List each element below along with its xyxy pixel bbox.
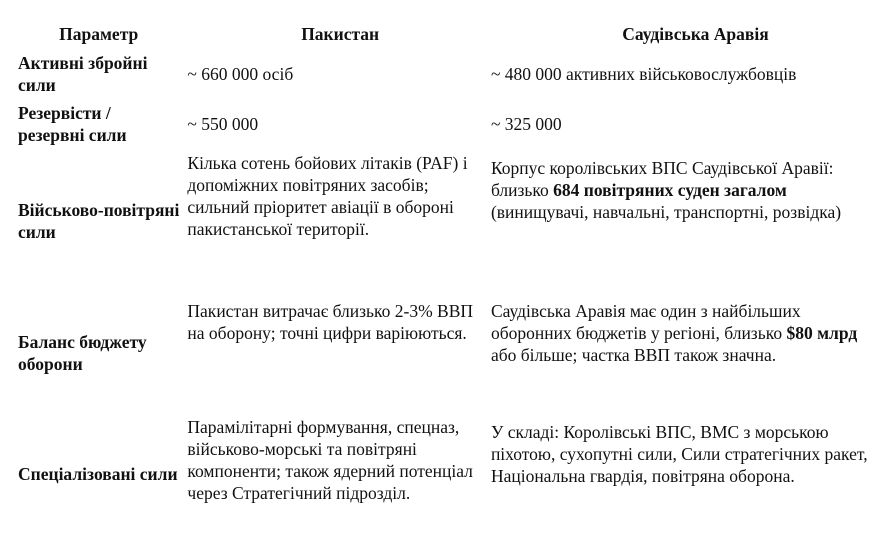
row-parameter: Баланс бюджету оборони bbox=[18, 331, 147, 374]
saudi-text-part: або більше; частка ВВП також значна. bbox=[490, 345, 777, 365]
row-parameter: Активні збройні сили bbox=[18, 53, 148, 95]
header-pakistan: Пакистан bbox=[301, 24, 380, 44]
table-row bbox=[14, 413, 874, 534]
header-saudi: Саудівська Аравія bbox=[622, 24, 769, 44]
row-pakistan-value: ~ 660 000 осіб bbox=[187, 64, 294, 84]
row-saudi-value bbox=[481, 149, 874, 292]
row-pakistan-value: Парамілітарні формування, спецназ, військово-морські та повітряні компоненти; також ядерний потенціал через Стратегічний підрозділ. bbox=[187, 417, 473, 503]
table-row bbox=[14, 99, 874, 149]
header-parameter: Параметр bbox=[59, 24, 139, 44]
row-pakistan-value: Пакистан витрачає близько 2-3% ВВП на оборону; точні цифри варіюються. bbox=[187, 301, 474, 343]
saudi-bold-text: $80 млрд bbox=[786, 323, 858, 343]
saudi-text-part: (винищувачі, навчальні, транспортні, розвідка) bbox=[490, 202, 842, 222]
header-row bbox=[14, 22, 874, 49]
saudi-text-part: Корпус королівських ВПС Саудівської Аравії: близько bbox=[490, 158, 834, 200]
row-pakistan-value: Кілька сотень бойових літаків (PAF) і допоміжних повітряних засобів; сильний пріоритет авіації в обороні пакистанської території. bbox=[187, 153, 468, 239]
row-parameter: Резервісти / резервні сили bbox=[18, 103, 127, 145]
row-saudi-value: ~ 325 000 bbox=[490, 114, 562, 134]
saudi-text-part: Саудівська Аравія має один з найбільших оборонних бюджетів у регіоні, близько bbox=[490, 301, 801, 343]
row-saudi-value: ~ 480 000 активних військовослужбовців bbox=[490, 64, 797, 84]
row-parameter: Спеціалізовані сили bbox=[18, 463, 178, 484]
table-row bbox=[14, 49, 874, 99]
comparison-table bbox=[14, 22, 874, 534]
row-saudi-value bbox=[481, 292, 874, 413]
row-parameter: Військово-повітряні сили bbox=[18, 199, 180, 242]
row-pakistan-value: ~ 550 000 bbox=[187, 114, 259, 134]
table-row bbox=[14, 149, 874, 292]
table-row bbox=[14, 292, 874, 413]
saudi-bold-text: 684 повітряних суден загалом bbox=[553, 180, 787, 200]
row-saudi-value: У складі: Королівські ВПС, ВМС з морською піхотою, сухопутні сили, Сили стратегічних ракет, Національна гвардія, повітряна оборона. bbox=[490, 422, 868, 486]
